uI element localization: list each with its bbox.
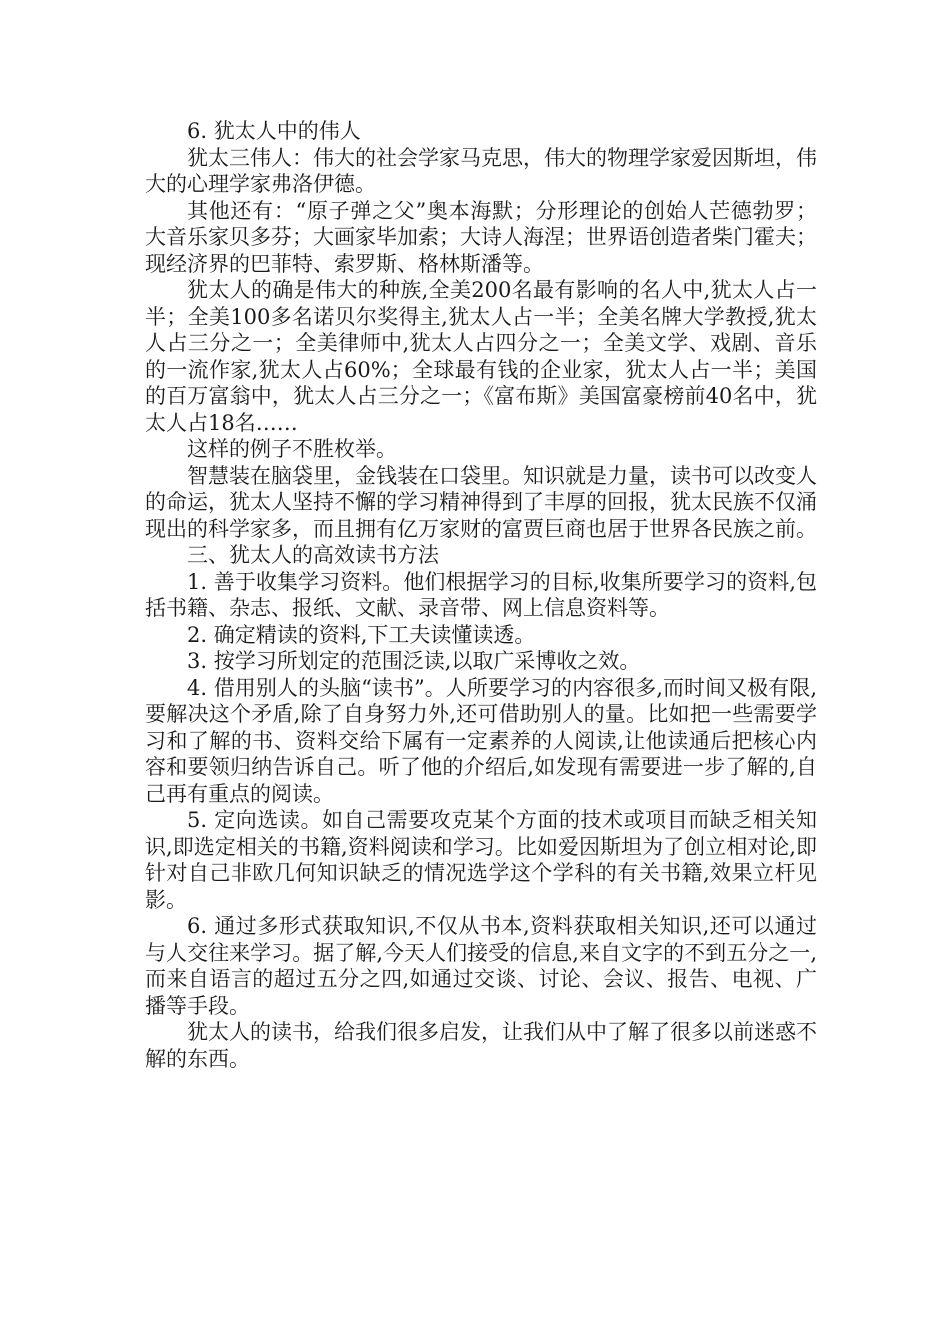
list-item: 3. 按学习所划定的范围泛读,以取广采博收之效。 — [187, 649, 641, 673]
list-item: 1. 善于收集学习资料。他们根据学习的目标,收集所要学习的资料,包括书籍、杂志、报纸、文献、录音带、网上信息资料等。 — [145, 569, 817, 620]
section-heading: 三、犹太人的高效读书方法 — [187, 543, 439, 567]
paragraph: 智慧装在脑袋里，金钱装在口袋里。知识就是力量，读书可以改变人的命运，犹太人坚持不懈的学习精神得到了丰厚的回报，犹太民族不仅涌现出的科学家多，而且拥有亿万家财的富贾巨商也居于世界各民族之前。 — [145, 463, 817, 541]
list-item: 6. 通过多形式获取知识,不仅从书本,资料获取相关知识,还可以通过与人交往来学习。据了解,今天人们接受的信息,来自文字的不到五分之一,而来自语言的超过五分之四,如通过交谈、讨论、会议、报告、电视、广播等手段。 — [145, 914, 817, 1018]
paragraph: 这样的例子不胜枚举。 — [187, 437, 397, 461]
section-heading: 6. 犹太人中的伟人 — [187, 119, 361, 143]
paragraph: 犹太三伟人：伟大的社会学家马克思，伟大的物理学家爱因斯坦，伟大的心理学家弗洛伊德。 — [145, 145, 817, 196]
paragraph: 其他还有：“原子弹之父”奥本海默；分形理论的创始人芒德勃罗；大音乐家贝多芬；大画家毕加索；大诗人海涅；世界语创造者柴门霍夫；现经济界的巴菲特、索罗斯、格林斯潘等。 — [145, 198, 817, 276]
paragraph: 犹太人的读书，给我们很多启发，让我们从中了解了很多以前迷惑不解的东西。 — [145, 1020, 817, 1071]
list-item: 4. 借用别人的头脑“读书”。人所要学习的内容很多,而时间又极有限,要解决这个矛盾,除了自身努力外,还可借助别人的量。比如把一些需要学习和了解的书、资料交给下属有一定素养的人阅读,让他读通后把核心内容和要领归纳告诉自己。听了他的介绍后,如发现有需要进一步了解的,自己再有重点的阅读。 — [145, 675, 817, 806]
document-body — [145, 118, 817, 1072]
paragraph: 犹太人的确是伟大的种族,全美200名最有影响的名人中,犹太人占一半；全美100多名诺贝尔奖得主,犹太人占一半；全美名牌大学教授,犹太人占三分之一；全美律师中,犹太人占四分之一；全美文学、戏剧、音乐的一流作家,犹太人占60%；全球最有钱的企业家，犹太人占一半；美国的百万富翁中，犹太人占三分之一；《富布斯》美国富豪榜前40名中，犹太人占18名…… — [145, 278, 817, 435]
list-item: 5. 定向选读。如自己需要攻克某个方面的技术或项目而缺乏相关知识,即选定相关的书籍,资料阅读和学习。比如爱因斯坦为了创立相对论,即针对自己非欧几何知识缺乏的情况选学这个学科的有关书籍,效果立杆见影。 — [145, 808, 817, 912]
list-item: 2. 确定精读的资料,下工夫读懂读透。 — [187, 622, 536, 647]
